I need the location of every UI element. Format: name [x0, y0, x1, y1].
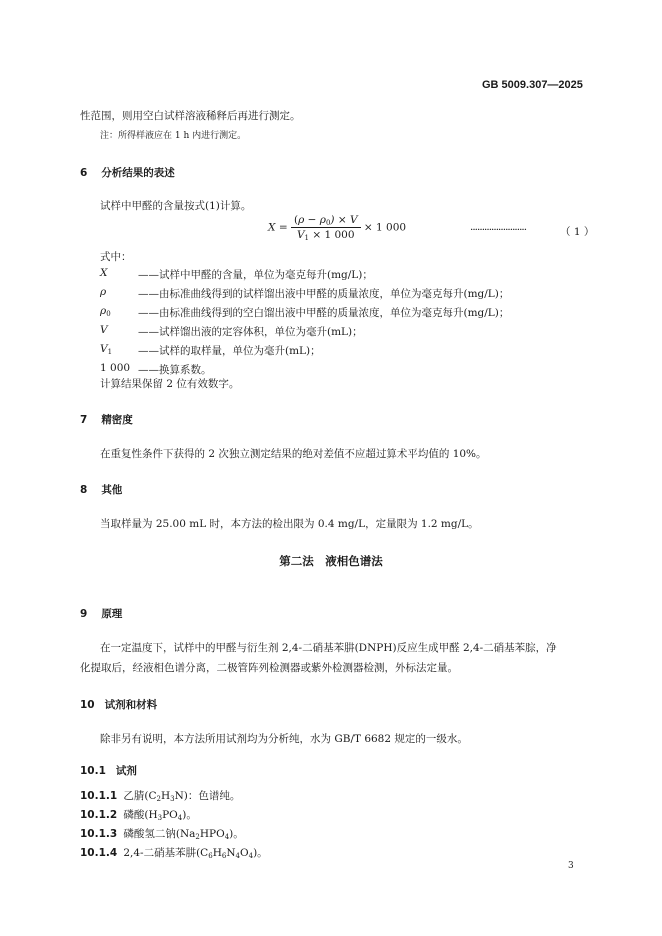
- note-text: 注：所得样液应在 1 h 内进行测定。: [100, 131, 247, 141]
- reagent-item: 10.1.4 2,4-二硝基苯肼(C6H6N4O4)。: [80, 847, 268, 860]
- formula-lhs: X =: [268, 221, 288, 234]
- definitions-list: X ——试样中甲醛的含量，单位为毫克每升(mg/L)； ρ ——由标准曲线得到的试样馏出液中甲醛的质量浓度，单位为毫克每升(mg/L)； ρ0 ——由标准曲线得到的空白馏出液中甲醛的质量浓度，单位为毫克每升(mg/L)； V ——试样馏出液的定容体积，单位为毫升(mL)； V1 ——试样的取样量，单位为毫升(mL)； 1 000 ——换算系数。: [100, 267, 510, 376]
- formula-numerator: (ρ − ρ0) × V: [291, 214, 361, 228]
- section-title: 精密度: [101, 414, 133, 426]
- section-9-heading: [80, 606, 122, 621]
- continuation-text: 性范围，则用空白试样溶液稀释后再进行测定。: [80, 110, 301, 122]
- reagents-intro: 除非另有说明，本方法所用试剂均为分析纯，水为 GB/T 6682 规定的一级水。: [100, 733, 468, 745]
- section-6-heading: [80, 165, 175, 180]
- section-number: 9: [80, 608, 88, 620]
- formula-denominator: V1 × 1 000: [296, 229, 355, 242]
- equation-number: （ 1 ）: [560, 226, 595, 238]
- section-number: 6: [80, 167, 88, 179]
- result-note: 计算结果保留 2 位有效数字。: [100, 378, 240, 390]
- formula-fraction: [291, 214, 361, 241]
- section-title: 其他: [101, 484, 123, 496]
- section-number: 10: [80, 699, 95, 711]
- formula-intro: 试样中甲醛的含量按式(1)计算。: [100, 200, 252, 212]
- section-number: 8: [80, 484, 88, 496]
- reagent-item: 10.1.1 乙腈(C2H3N)：色谱纯。: [80, 790, 241, 803]
- section-title: 原理: [101, 608, 123, 620]
- other-text: 当取样量为 25.00 mL 时，本方法的检出限为 0.4 mg/L，定量限为 1.2 mg/L。: [100, 518, 479, 530]
- subsection-10-1-heading: [80, 763, 137, 778]
- section-number: 7: [80, 414, 88, 426]
- subsection-title: 试剂: [115, 765, 137, 777]
- reagent-item: 10.1.2 磷酸(H3PO4)。: [80, 809, 197, 822]
- reagent-item: 10.1.3 磷酸氢二钠(Na2HPO4)。: [80, 828, 244, 841]
- section-10-heading: [80, 697, 157, 712]
- section-7-heading: [80, 412, 133, 427]
- section-8-heading: [80, 482, 122, 497]
- precision-text: 在重复性条件下获得的 2 次独立测定结果的绝对差值不应超过算术平均值的 10%。: [100, 448, 487, 460]
- section-title: 分析结果的表述: [101, 167, 175, 179]
- equation-leader: ························: [470, 224, 527, 236]
- method-title: 第二法 液相色谱法: [279, 554, 383, 568]
- page-number: 3: [568, 861, 574, 871]
- principle-line-2: 化提取后，经液相色谱分离，二极管阵列检测器或紫外检测器检测，外标法定量。: [80, 662, 458, 674]
- standard-number: GB 5009.307—2025: [482, 79, 583, 91]
- section-title: 试剂和材料: [104, 699, 158, 711]
- principle-line-1: 在一定温度下，试样中的甲醛与衍生剂 2,4-二硝基苯肼(DNPH)反应生成甲醛 2,4-二硝基苯腙，净: [100, 642, 557, 654]
- formula-multiplier: × 1 000: [363, 221, 407, 234]
- subsection-number: 10.1: [80, 765, 106, 777]
- formula-1: [268, 214, 406, 241]
- where-label: 式中：: [100, 251, 132, 263]
